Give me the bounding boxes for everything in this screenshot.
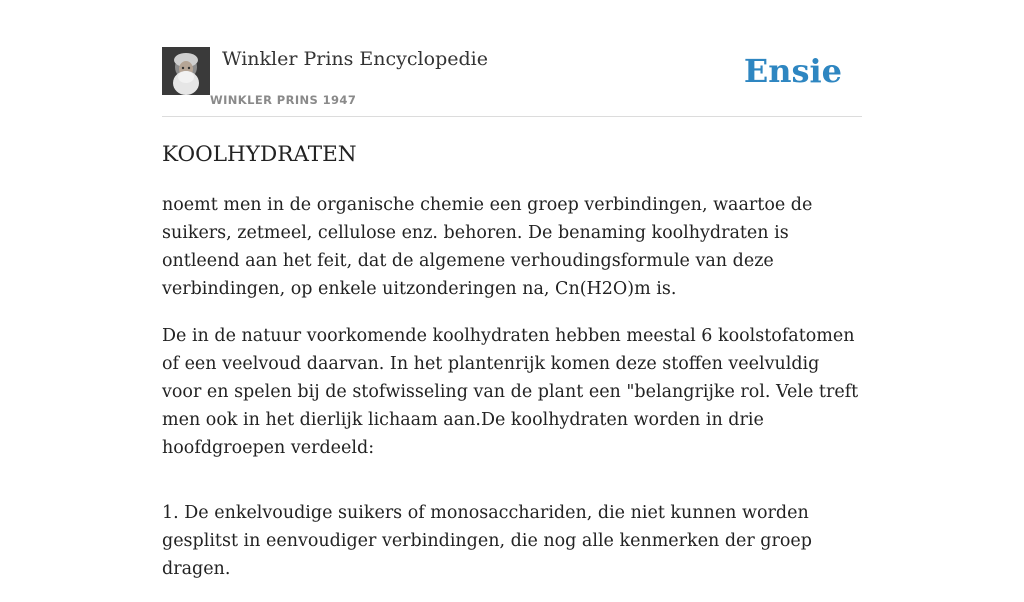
article-body [162, 191, 862, 583]
article-title: KOOLHYDRATEN [162, 142, 357, 167]
site-title[interactable]: Winkler Prins Encyclopedie [222, 48, 488, 70]
brand-logo[interactable]: Ensie [743, 52, 842, 90]
portrait-avatar-icon [162, 47, 210, 95]
article-paragraph: noemt men in de organische chemie een groep verbindingen, waartoe de suikers, zetmeel, cellulose enz. behoren. De benaming koolhydraten is ontleend aan het feit, dat de algemene verhoudingsformule van deze verbindingen, op enkele uitzonderingen na, Cn(H2O)m is. [162, 195, 813, 299]
edition-label[interactable]: WINKLER PRINS 1947 [210, 93, 357, 107]
article-paragraph: De in de natuur voorkomende koolhydraten hebben meestal 6 koolstofatomen of een veelvoud daarvan. In het plantenrijk komen deze stoffen veelvuldig voor en spelen bij de stofwisseling van de plant een "belangrijke rol. Vele treft men ook in het dierlijk lichaam aan.De koolhydraten worden in drie hoofdgroepen verdeeld: [162, 326, 859, 458]
site-header [162, 46, 862, 117]
article [162, 140, 862, 602]
author-avatar[interactable] [162, 47, 210, 95]
article-list-item: 1. De enkelvoudige suikers of monosacchariden, die niet kunnen worden gesplitst in eenvoudiger verbindingen, die nog alle kenmerken der groep dragen. [162, 503, 812, 579]
